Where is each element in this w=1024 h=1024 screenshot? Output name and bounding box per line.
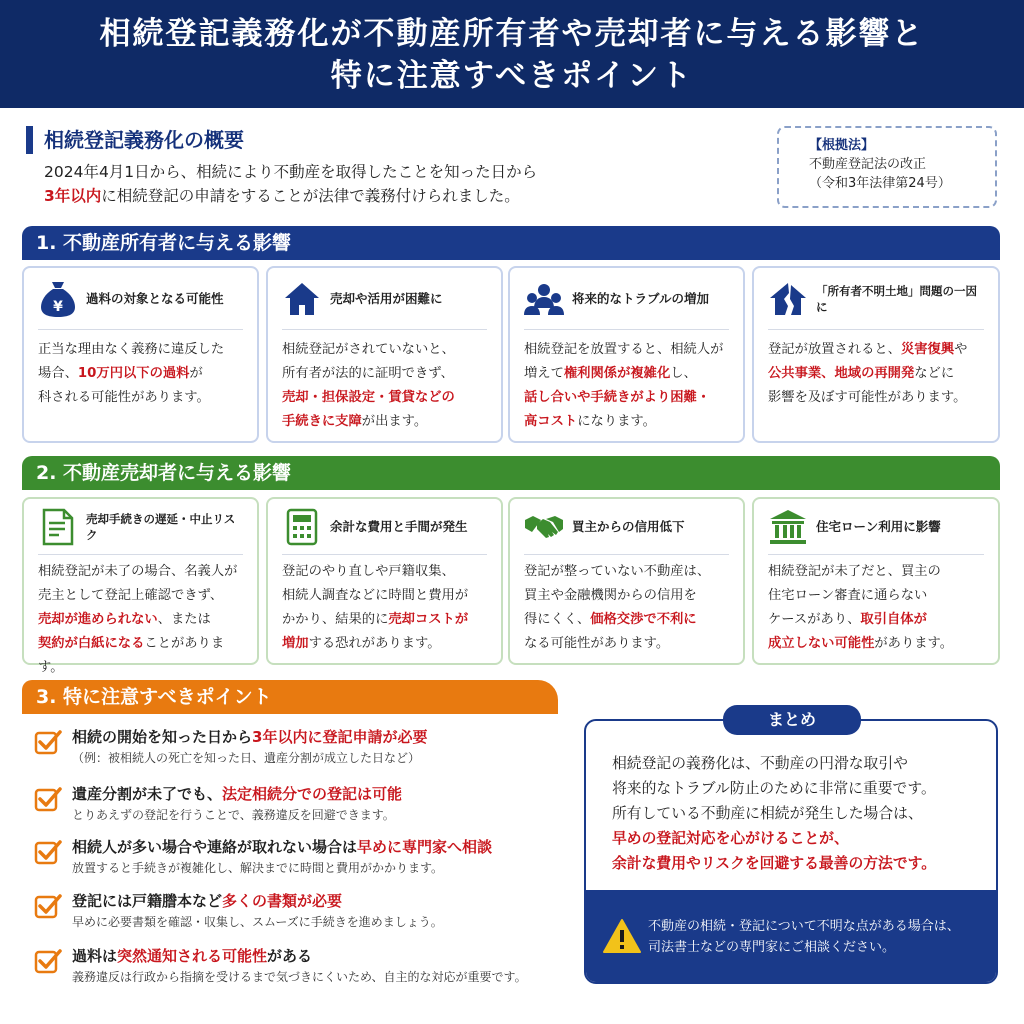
- point-text: 相続の開始を知った日から: [72, 728, 253, 746]
- bank-icon: [768, 507, 808, 547]
- point-main: [72, 836, 492, 858]
- overview-line2: [44, 184, 537, 208]
- card-title: 住宅ローン利用に影響: [816, 518, 941, 534]
- card-body: [524, 330, 729, 434]
- card-text: 売主として登記上確認できず、: [38, 588, 224, 603]
- card-title: 売却手続きの遅延・中止リスク: [86, 511, 236, 542]
- seller-card-cost: [266, 497, 503, 665]
- card-text: 増えて: [524, 366, 564, 381]
- card-highlight: 増加: [282, 636, 309, 651]
- card-text: 所有者が法的に証明できず、: [282, 366, 454, 381]
- card-text: 相続登記を放置すると、相続人が: [524, 342, 724, 357]
- summary-line: 所有している不動産に相続が発生した場合は、: [612, 805, 923, 822]
- summary-line: 将来的なトラブル防止のために非常に重要です。: [612, 780, 936, 797]
- card-title: 買主からの信用低下: [572, 518, 685, 534]
- card-body: [38, 555, 243, 680]
- legal-basis-title: 【根拠法】: [809, 138, 875, 153]
- svg-text:¥: ¥: [53, 298, 63, 315]
- house-icon: [282, 279, 322, 319]
- card-highlight: 売却コストが: [388, 612, 469, 627]
- warning-icon: [602, 918, 642, 954]
- point-main: [72, 890, 342, 912]
- page-title-line2: 特に注意すべきポイント: [330, 58, 694, 94]
- document-icon: [38, 507, 78, 547]
- seller-card-delay: [22, 497, 259, 675]
- page-title-line1: 相続登記義務化が不動産所有者や売却者に与える影響と: [99, 16, 925, 52]
- overview-line2-rest: に相続登記の申請をすることが法律で義務付けられました。: [101, 187, 520, 205]
- point-text: 過料は: [72, 947, 118, 965]
- card-title: 将来的なトラブルの増加: [572, 290, 710, 306]
- overview-title: 相続登記義務化の概要: [44, 128, 244, 152]
- card-title: 余計な費用と手間が発生: [330, 518, 468, 534]
- owner-card-fine: [22, 266, 259, 443]
- point-sub: 早めに必要書類を確認・収集し、スムーズに手続きを進めましょう。: [72, 915, 443, 929]
- card-text: 場合、: [38, 366, 78, 381]
- card-highlight: 公共事業、地域の再開発: [768, 366, 915, 381]
- card-text: 得にくく、: [524, 612, 591, 627]
- legal-basis-line2: （令和3年法律第24号）: [809, 176, 951, 191]
- card-text: し、: [670, 366, 697, 381]
- card-text: などに: [914, 366, 955, 381]
- checkbox-check-icon: [34, 786, 62, 812]
- card-highlight: 価格交渉で不利に: [590, 612, 697, 627]
- card-highlight: 売却・担保設定・賃貸などの: [282, 390, 455, 405]
- people-icon: [524, 279, 564, 319]
- checkbox-check-icon: [34, 893, 62, 919]
- point-text: 遺産分割が未了でも、: [72, 785, 223, 803]
- owner-card-sale-difficulty: [266, 266, 503, 443]
- card-highlight: 手続きに支障: [282, 414, 362, 429]
- point-text: 登記には戸籍謄本など: [72, 892, 223, 910]
- card-text: 相続人調査などに時間と費用が: [282, 588, 469, 603]
- summary-line: 相続登記の義務化は、不動産の円滑な取引や: [612, 755, 908, 772]
- section1-header: 1. 不動産所有者に与える影響: [22, 226, 1000, 260]
- overview-text: [44, 160, 537, 208]
- section2-header: 2. 不動産売却者に与える影響: [22, 456, 1000, 490]
- point-highlight: 多くの書類が必要: [222, 892, 343, 910]
- card-text: 登記のやり直しや戸籍収集、: [282, 564, 455, 579]
- seller-card-trust: [508, 497, 745, 665]
- owner-card-unknown-owner-land: [752, 266, 1000, 443]
- overview-line1: 2024年4月1日から、相続により不動産を取得したことを知った日から: [44, 163, 538, 181]
- card-text: が出ます。: [361, 414, 428, 429]
- card-text: 相続登記が未了だと、買主の: [768, 564, 941, 579]
- checkbox-check-icon: [34, 729, 62, 755]
- card-text: 住宅ローン審査に通らない: [768, 588, 928, 603]
- point-main: [72, 783, 402, 805]
- card-body: [768, 555, 984, 656]
- card-text: 影響を及ぼす可能性があります。: [768, 390, 967, 405]
- checkbox-check-icon: [34, 839, 62, 865]
- point-main: [72, 945, 312, 967]
- summary-box: [584, 719, 998, 984]
- card-text: ことがあります。: [38, 636, 225, 675]
- overview-accent-bar: [26, 126, 33, 154]
- point-sub: とりあえずの登記を行うことで、義務違反を回避できます。: [72, 808, 395, 822]
- card-text: する恐れがあります。: [308, 636, 441, 651]
- summary-highlight: 余計な費用やリスクを回避する最善の方法です。: [612, 855, 937, 872]
- point-highlight: 早めに専門家へ相談: [357, 838, 493, 856]
- card-title: 過料の対象となる可能性: [86, 290, 224, 306]
- card-body: [524, 555, 729, 656]
- card-text: 相続登記が未了の場合、名義人が: [38, 564, 238, 579]
- point-sub: （例：被相続人の死亡を知った日、遺産分割が成立した日など）: [72, 751, 421, 765]
- card-text: かかり、結果的に: [282, 612, 389, 627]
- seller-card-loan: [752, 497, 1000, 665]
- advice-line: 不動産の相続・登記について不明な点がある場合は、: [648, 919, 960, 934]
- card-title: 「所有者不明土地」問題の一因に: [816, 283, 977, 314]
- legal-basis-line1: 不動産登記法の改正: [809, 157, 927, 172]
- calculator-icon: [282, 507, 322, 547]
- card-text: 登記が整っていない不動産は、: [524, 564, 711, 579]
- checkbox-check-icon: [34, 948, 62, 974]
- card-text: ケースがあり、: [768, 612, 861, 627]
- card-highlight: 売却が進められない: [38, 612, 158, 627]
- card-text: 正当な理由なく義務に違反した: [38, 342, 225, 357]
- card-text: 、または: [157, 612, 211, 627]
- broken-house-icon: [768, 279, 808, 319]
- card-highlight: 話し合いや手続きがより困難・: [524, 390, 711, 405]
- card-text: になります。: [577, 414, 656, 429]
- overview-deadline: 3年以内: [44, 187, 102, 205]
- point-sub: 義務違反は行政から指摘を受けるまで気づきにくいため、自主的な対応が重要です。: [72, 970, 527, 984]
- card-highlight: 取引自体が: [860, 612, 927, 627]
- card-body: [768, 330, 984, 410]
- card-highlight: 高コスト: [524, 414, 578, 429]
- card-highlight: 10万円以下の過料: [77, 366, 190, 381]
- card-text: 相続登記がされていないと、: [282, 342, 455, 357]
- page-header: [0, 0, 1024, 108]
- card-highlight: 成立しない可能性: [768, 636, 875, 651]
- money-bag-icon: [38, 279, 78, 319]
- card-text: が: [189, 366, 203, 381]
- card-highlight: 災害復興: [900, 342, 955, 357]
- handshake-icon: [524, 507, 564, 547]
- card-text: があります。: [874, 636, 954, 651]
- section3-header: 3. 特に注意すべきポイント: [22, 680, 558, 714]
- card-text: や: [954, 342, 968, 357]
- point-highlight: 突然通知される可能性: [117, 947, 268, 965]
- card-highlight: 権利関係が複雑化: [563, 366, 671, 381]
- card-text: 買主や金融機関からの信用を: [524, 588, 697, 603]
- card-text: 科される可能性があります。: [38, 390, 210, 405]
- card-text: なる可能性があります。: [524, 636, 670, 651]
- card-body: [282, 330, 487, 434]
- card-highlight: 契約が白紙になる: [38, 636, 145, 651]
- advice-text: [648, 916, 960, 958]
- point-text: がある: [267, 947, 313, 965]
- point-text: 相続人が多い場合や連絡が取れない場合は: [72, 838, 358, 856]
- summary-advice-banner: [586, 890, 996, 982]
- card-body: [38, 330, 243, 410]
- point-highlight: 法定相続分での登記は可能: [222, 785, 403, 803]
- legal-basis-box: [777, 126, 997, 208]
- card-body: [282, 555, 487, 656]
- owner-card-trouble: [508, 266, 745, 443]
- point-sub: 放置すると手続きが複雑化し、解決までに時間と費用がかかります。: [72, 861, 444, 875]
- summary-text: [612, 751, 936, 876]
- point-highlight: 3年以内に登記申請が必要: [252, 728, 428, 746]
- summary-highlight: 早めの登記対応を心がけることが、: [612, 830, 849, 847]
- card-text: 登記が放置されると、: [768, 342, 901, 357]
- summary-label: まとめ: [723, 705, 861, 735]
- point-main: [72, 726, 427, 748]
- advice-line: 司法書士などの専門家にご相談ください。: [648, 940, 896, 955]
- card-title: 売却や活用が困難に: [330, 290, 443, 306]
